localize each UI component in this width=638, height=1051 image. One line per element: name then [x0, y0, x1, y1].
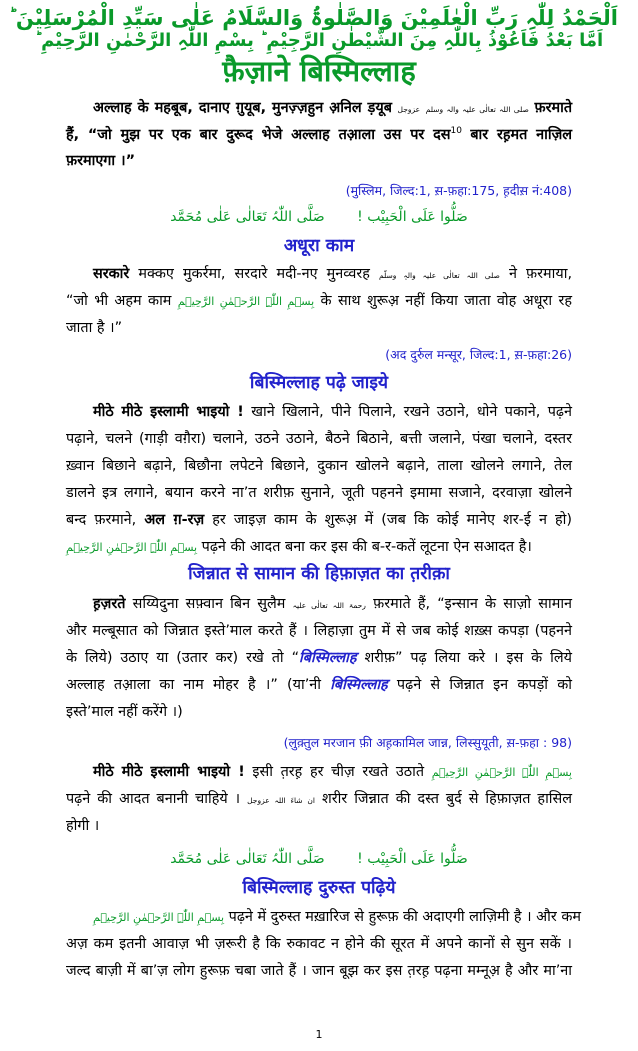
line-text: हैं, “जो मुझ पर एक बार दुरूद भेजे अल्लाह तआ़ला उस पर दस: [66, 126, 451, 143]
line-end: पढ़ने से जिन्नात इन कपड़ों को: [396, 677, 572, 693]
paragraph-line: [93, 597, 572, 611]
bismillah-calligraphy: بِسۡمِ اللّٰہِ الرَّحۡمٰنِ الرَّحِیۡمِ: [66, 541, 198, 554]
rahmatullah-salutation: رحمۃ اللہ تعالٰی علیہ: [292, 601, 366, 610]
italic-term: बिस्मिल्लाह: [299, 650, 357, 666]
durood-left: صَلُّوا عَلَی الْحَبِیْب !: [357, 209, 468, 225]
durood-line: [0, 852, 638, 866]
paragraph-line: डालने इत्र लगाने, बयान करने ना’त शरीफ़ सुनाने, जूती पहनने इमामा सजाने, दरवाज़ा खोलने: [66, 485, 572, 501]
citation: (मुस्लिम, जिल्द:1, स़-फ़हा:175, ह़दीस़ नं:408): [345, 183, 572, 198]
paragraph-line: [93, 765, 572, 779]
italic-term: बिस्मिल्लाह: [330, 677, 388, 693]
sallallahu-salutation: صلی اللہ تعالٰی علیہ والہ وسلم: [425, 105, 529, 114]
line-end: शरीर जिन्नात की दस्त बुर्द से हिफ़ाज़त हासिल: [321, 791, 573, 807]
line-end: फ़रमाते हैं, “इन्सान के साज़ो सामान: [373, 596, 573, 612]
paragraph-line: [66, 651, 572, 665]
line-text: “जो भी अहम काम: [66, 293, 172, 309]
paragraph-line: [66, 154, 572, 168]
paragraph-line: अज़ कम इतनी आवाज़ भी ज़रूरी है कि रुकावट न होने की सूरत में अपने कानों से सुन सकें ।: [66, 936, 572, 952]
line-text: पढ़ने में दुरुस्त मख़ारिज से हुरूफ़ की अदाएगी लाज़िमी है । और कम: [228, 909, 582, 925]
paragraph-line: [93, 101, 572, 115]
bold-phrase: मीठे मीठे इस्लामी भाइयो !: [93, 404, 244, 420]
paragraph-line: [66, 540, 572, 554]
paragraph-line: [66, 792, 572, 806]
paragraph-line: इस्ते’माल नहीं करेंगे ।): [66, 704, 183, 720]
paragraph-line: होगी ।: [66, 818, 100, 834]
durood-right: صَلَّی اللّٰہُ تَعَالٰی عَلٰی مُحَمَّد: [170, 209, 325, 225]
paragraph-line: जल्द बाज़ी में बा’ज़ लोग हुरूफ़ चबा जाते हैं । जान बूझ कर इस त़रह़ पढ़ना मम्नूअ़ है और मा’ना: [66, 963, 572, 979]
line-text: जाता है ।”: [66, 320, 123, 336]
line-text: इसी त़रह़ हर चीज़ रखते उठाते: [252, 764, 425, 780]
header-line-1: اَلْحَمْدُ لِلّٰہِ رَبِّ الْعٰلَمِیْنَ وَالصَّلٰوۃُ وَالسَّلَامُ عَلٰی سَیِّدِ الْمُرْسَلِیْنَ ؕ: [8, 6, 618, 30]
line-text: खाने खिलाने, पीने पिलाने, रखने उठाने, धोने पकाने, पढ़ने: [251, 404, 572, 420]
bismillah-calligraphy: بِسۡمِ اللّٰہِ الرَّحۡمٰنِ الرَّحِیۡمِ: [431, 766, 572, 779]
section-heading: बिस्मिल्लाह पढ़े जाइये: [249, 373, 389, 393]
section-heading: अधूरा काम: [283, 236, 355, 256]
line-text: पढ़ने की आदत बनानी चाहिये ।: [66, 791, 241, 807]
citation: (लुक़्तुल मरजान फ़ी अह़कामिल जान्न, लिस्सुयूती, स़-फ़हा : 98): [283, 735, 572, 750]
superscript-number: 10: [450, 126, 462, 136]
paragraph-line: और मल्बूसात को जिन्नात इस्ते’माल करते हैं । लिहाज़ा तुम में से जब कोई शख़्स कपड़ा (पहनने: [66, 623, 572, 639]
bismillah-calligraphy: بِسۡمِ اللّٰہِ الرَّحۡمٰنِ الرَّحِیۡمِ: [177, 295, 315, 308]
in-sha-allah-salutation: ان شاءَ اللہ عزوجل: [247, 796, 315, 805]
line-text: हर जाइज़ काम के शुरूअ़ में (जब कि कोई मानेए शर-ई न हो): [212, 512, 572, 528]
line-end: बार रह़मत नाज़िल: [470, 126, 573, 143]
header-line-2: اَمَّا بَعْدُ فَاَعُوْذُ بِاللّٰہِ مِنَ الشَّیْطٰنِ الرَّجِیْمِ ؕ بِسْمِ اللّٰہِ الرَّحْمٰنِ الرَّحِیْمِ ؕ: [34, 30, 604, 51]
line-end: शरीफ़” पढ़ लिया करे । इस के लिये: [364, 650, 572, 666]
citation: (अद दुर्रुल मन्सूर, जिल्द:1, स़-फ़हा:26): [385, 347, 572, 362]
bold-phrase: सरकारे: [93, 266, 130, 282]
line-text: अल्लाह तआ़ला का नाम मोहर है ।” (या’नी: [66, 677, 321, 693]
paragraph-line: [66, 513, 572, 527]
line-end: के साथ शुरूअ़ नहीं किया जाता वोह अधूरा रह: [320, 293, 572, 309]
paragraph-line: [66, 678, 572, 692]
section-heading: बिस्मिल्लाह दुरुस्त पढ़िये: [242, 878, 396, 898]
line-text: मक्कए मुकर्रमा, सरदारे मदी-नए मुनव्वरह: [138, 266, 370, 282]
line-end: ने फ़रमाया,: [508, 266, 573, 282]
durood-left: صَلُّوا عَلَی الْحَبِیْب !: [357, 851, 468, 867]
paragraph-line: पढ़ाने, चलने (गाड़ी वग़ैरा) चलाने, उठने उठाने, बैठने बिठाने, बत्ती जलाने, पंखा चलाने, दस्तर: [66, 431, 572, 447]
paragraph-line: [93, 909, 582, 925]
bismillah-calligraphy: بِسۡمِ اللّٰہِ الرَّحۡمٰنِ الرَّحِیۡمِ: [93, 911, 225, 924]
bold-phrase: अल्लाह के महबूब, दानाए ग़ुयूब, मुनज़्ज़हुन अ़निल ड़यूब: [93, 100, 392, 116]
line-text: पढ़ने की आदत बना कर इस की ब-र-कतें लूटना ऐन सआदत है।: [201, 539, 532, 555]
line-text: बन्द फ़रमाने,: [66, 512, 137, 528]
bold-phrase: मीठे मीठे इस्लामी भाइयो !: [93, 764, 245, 780]
azza-wajal-salutation: عزوجل: [397, 105, 421, 114]
line-text: फ़रमाएगा ।”: [66, 153, 136, 169]
line-text: के लिये) उठाए या (उतार कर) रखे तो “: [66, 650, 300, 666]
paragraph-line: ख़्वान बिछाने बढ़ाने, बिछौना लपेटने बिछाने, दुकान खोलने बढ़ाने, ताला खोलने लगाने, तेल: [66, 458, 572, 474]
page-title: फ़ैज़ाने बिस्मिल्लाह: [222, 54, 416, 88]
paragraph-line: [66, 294, 572, 308]
paragraph-line: [66, 127, 572, 142]
line-end: फ़रमाते: [534, 100, 573, 116]
durood-line: [0, 210, 638, 224]
paragraph-line: [66, 321, 572, 335]
durood-right: صَلَّی اللّٰہُ تَعَالٰی عَلٰی مُحَمَّد: [170, 851, 325, 867]
bold-phrase: ह़ज़रते: [93, 596, 126, 612]
page-number: 1: [315, 1028, 323, 1041]
paragraph-line: [93, 405, 572, 419]
sallallahu-salutation: صلی اللہ تعالٰی علیہ والہٖ وسلّم: [379, 271, 500, 280]
line-text: सय्यिदुना सफ़्वान बिन सुलैम: [132, 596, 286, 612]
section-heading: जिन्नात से सामान की हिफ़ाज़त का त़रीक़ा: [188, 564, 450, 584]
paragraph-line: [93, 267, 572, 281]
bold-phrase: अल ग़-रज़: [144, 512, 205, 528]
